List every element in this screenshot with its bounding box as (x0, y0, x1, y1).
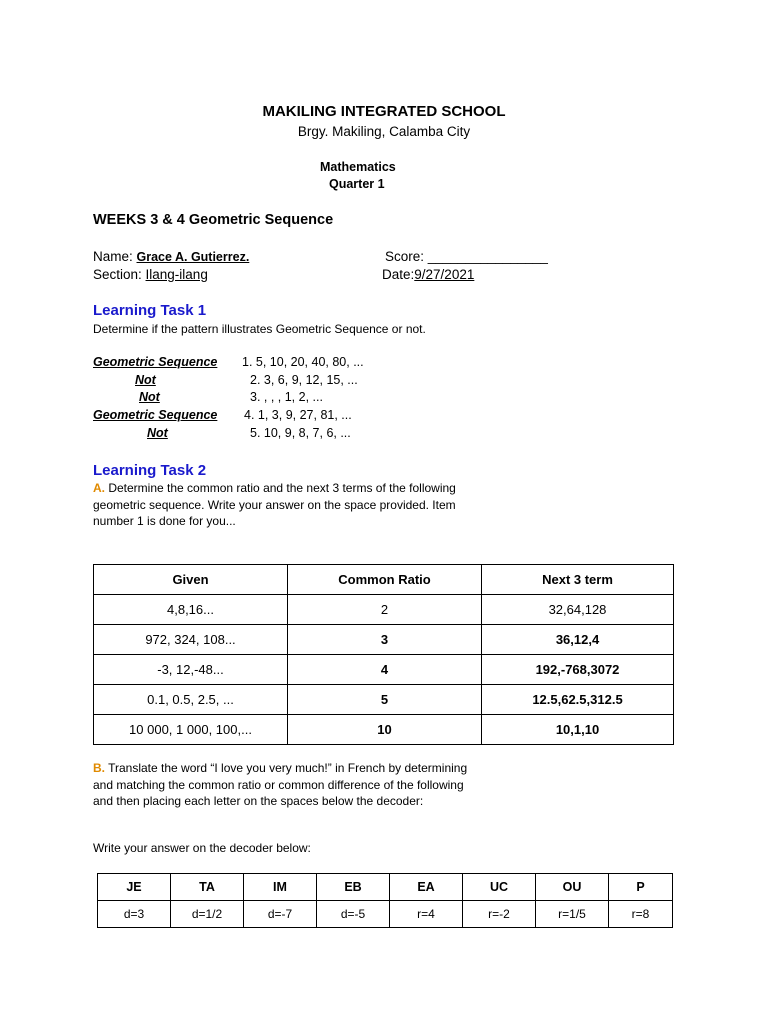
table-header-row (94, 565, 674, 595)
task1-sequence: 3. , , , 1, 2, ... (250, 390, 323, 404)
table-cell: 2 (288, 595, 482, 625)
table-cell: 12.5,62.5,312.5 (482, 685, 674, 715)
decoder-letter: TA (171, 874, 244, 901)
school-address: Brgy. Makiling, Calamba City (297, 124, 471, 139)
table-cell: 32,64,128 (482, 595, 674, 625)
table-cell: 36,12,4 (482, 625, 674, 655)
task1-answer: Not (135, 373, 156, 387)
task2-part-a-instruction: A. Determine the common ratio and the next 3 terms of the following geometric sequence. Write your answer on the space provided. Item number 1 is done for you... (93, 481, 456, 528)
lesson-title: WEEKS 3 & 4 Geometric Sequence (93, 212, 334, 228)
column-header: Next 3 term (482, 565, 674, 595)
name-label: Name: (93, 249, 137, 264)
part-b-letter: B. (93, 761, 105, 775)
table-cell: -3, 12,-48... (94, 655, 288, 685)
table-row (94, 685, 674, 715)
decoder-header-row (98, 874, 673, 901)
quarter-label: Quarter 1 (329, 177, 385, 191)
task1-sequence: 5. 10, 9, 8, 7, 6, ... (250, 426, 351, 440)
date-value: 9/27/2021 (414, 267, 475, 282)
school-name: MAKILING INTEGRATED SCHOOL (262, 103, 506, 120)
table-cell: 10 000, 1 000, 100,... (94, 715, 288, 745)
common-ratio-table (93, 564, 674, 745)
table-cell: 972, 324, 108... (94, 625, 288, 655)
column-header: Given (94, 565, 288, 595)
decoder-letter: UC (463, 874, 536, 901)
decoder-letter: P (609, 874, 673, 901)
decoder-value: d=3 (98, 901, 171, 928)
table-cell: 4,8,16... (94, 595, 288, 625)
task1-item (93, 408, 352, 422)
decoder-value-row (98, 901, 673, 928)
decoder-value: r=8 (609, 901, 673, 928)
table-cell: 10,1,10 (482, 715, 674, 745)
task1-item (93, 373, 358, 387)
decoder-letter: EB (317, 874, 390, 901)
table-cell: 4 (288, 655, 482, 685)
task1-answer: Not (147, 426, 168, 440)
section-label: Section: (93, 267, 146, 282)
task1-instruction: Determine if the pattern illustrates Geometric Sequence or not. (93, 322, 426, 336)
task1-answer: Not (139, 390, 160, 404)
table-row (94, 715, 674, 745)
table-row (94, 625, 674, 655)
date-label: Date: (382, 267, 415, 282)
task1-item (93, 390, 323, 404)
subject-title: Mathematics (320, 160, 396, 174)
decoder-letter: IM (244, 874, 317, 901)
decoder-value: r=1/5 (536, 901, 609, 928)
task1-answer: Geometric Sequence (93, 355, 218, 369)
decoder-value: d=-5 (317, 901, 390, 928)
task1-item (93, 426, 351, 440)
section-value: Ilang-ilang (145, 267, 208, 282)
task1-sequence: 2. 3, 6, 9, 12, 15, ... (250, 373, 358, 387)
task1-sequence: 1. 5, 10, 20, 40, 80, ... (242, 355, 364, 369)
decoder-value: d=-7 (244, 901, 317, 928)
task1-item (93, 355, 364, 369)
decoder-value: r=-2 (463, 901, 536, 928)
table-cell: 0.1, 0.5, 2.5, ... (94, 685, 288, 715)
section-line (93, 267, 208, 282)
table-cell: 10 (288, 715, 482, 745)
decoder-table (97, 873, 673, 928)
name-line (93, 249, 249, 264)
task2-part-b-instruction: B. Translate the word “I love you very much!” in French by determining and matching the common ratio or common difference of the following and then placing each letter on the spaces below the decoder: (93, 761, 468, 808)
date-line (382, 267, 474, 282)
column-header: Common Ratio (288, 565, 482, 595)
decoder-value: d=1/2 (171, 901, 244, 928)
decoder-value: r=4 (390, 901, 463, 928)
decoder-instruction: Write your answer on the decoder below: (93, 841, 311, 855)
decoder-letter: JE (98, 874, 171, 901)
task1-heading: Learning Task 1 (93, 302, 207, 319)
task1-answer: Geometric Sequence (93, 408, 218, 422)
table-cell: 5 (288, 685, 482, 715)
task1-sequence: 4. 1, 3, 9, 27, 81, ... (244, 408, 352, 422)
score-line: Score: ________________ (385, 249, 548, 264)
decoder-letter: EA (390, 874, 463, 901)
table-cell: 3 (288, 625, 482, 655)
table-row (94, 655, 674, 685)
part-a-letter: A. (93, 481, 105, 495)
table-row (94, 595, 674, 625)
table-cell: 192,-768,3072 (482, 655, 674, 685)
name-value: Grace A. Gutierrez. (136, 250, 250, 264)
decoder-letter: OU (536, 874, 609, 901)
task2-heading: Learning Task 2 (93, 462, 207, 479)
